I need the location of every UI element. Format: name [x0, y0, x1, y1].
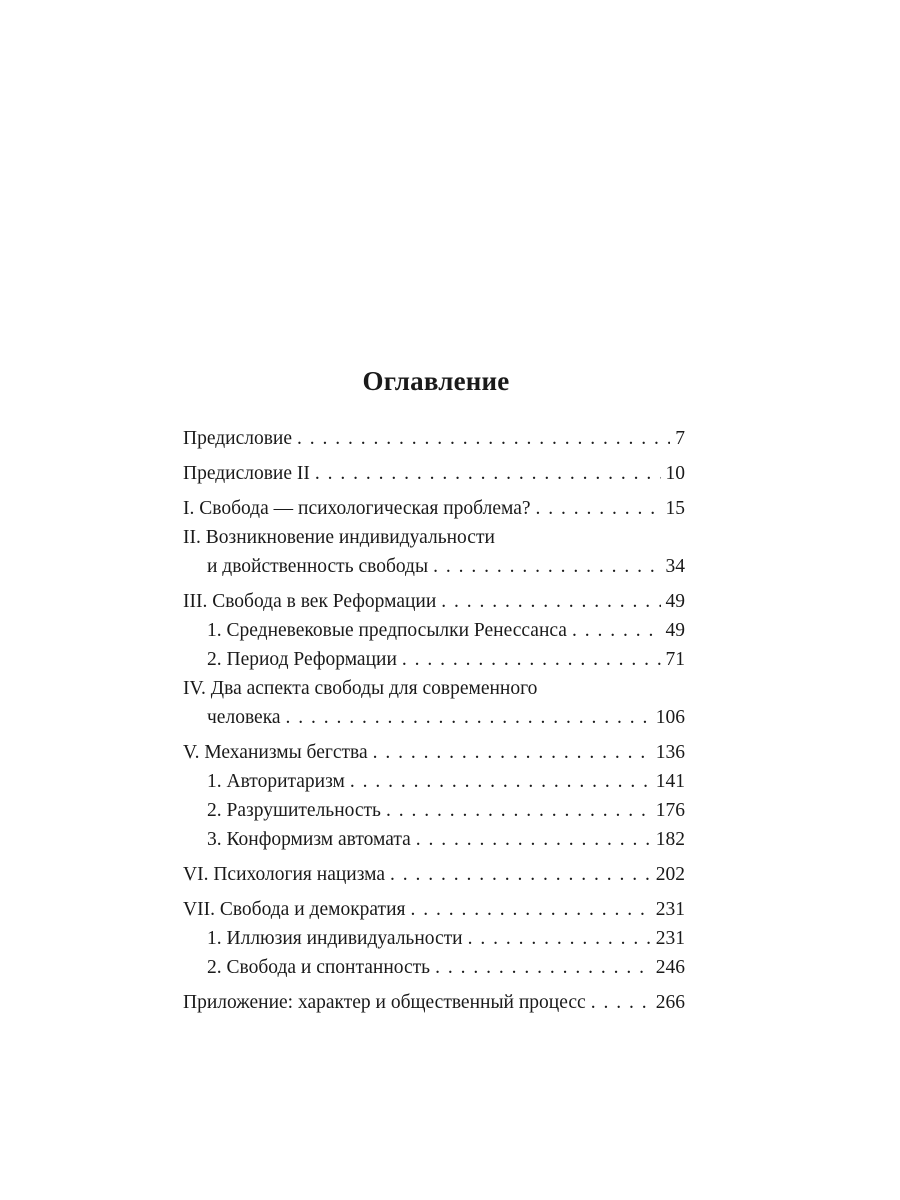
toc-entry-page: 7 — [675, 428, 685, 449]
toc-entry-preface — [183, 424, 685, 453]
toc-entry-page: 49 — [665, 591, 685, 612]
dot-leader — [468, 924, 651, 953]
toc-entry-label: 1. Иллюзия индивидуальности — [207, 928, 463, 949]
dot-leader — [572, 616, 661, 645]
dot-leader — [286, 703, 651, 732]
toc-entry-page: 176 — [655, 800, 685, 821]
toc-entry-chapter-5-3 — [183, 825, 685, 854]
dot-leader — [297, 424, 670, 453]
toc-entry-page: 246 — [655, 957, 685, 978]
toc-entry-label: 2. Свобода и спонтанность — [207, 957, 431, 978]
toc-entry-page: 182 — [655, 829, 685, 850]
table-of-contents — [183, 424, 685, 1017]
toc-entry-page: 71 — [665, 649, 685, 670]
toc-entry-preface-2 — [183, 459, 685, 488]
toc-entry-chapter-5 — [183, 738, 685, 767]
toc-entry-label: V. Механизмы бегства — [183, 742, 368, 763]
toc-entry-page: 136 — [655, 742, 685, 763]
toc-entry-page: 231 — [655, 899, 685, 920]
dot-leader — [435, 953, 651, 982]
toc-entry-chapter-6 — [183, 860, 685, 889]
toc-entry-chapter-4 — [183, 674, 685, 732]
toc-entry-chapter-7-1 — [183, 924, 685, 953]
toc-entry-chapter-2 — [183, 523, 685, 581]
toc-entry-chapter-3 — [183, 587, 685, 616]
toc-entry-appendix — [183, 988, 685, 1017]
toc-entry-chapter-3-1 — [183, 616, 685, 645]
toc-entry-page: 10 — [665, 463, 685, 484]
toc-entry-chapter-5-1 — [183, 767, 685, 796]
toc-entry-label: VII. Свобода и демократия — [183, 899, 406, 920]
toc-entry-label: 3. Конформизм автомата — [207, 829, 411, 850]
toc-entry-page: 231 — [655, 928, 685, 949]
toc-entry-page: 34 — [665, 556, 685, 577]
toc-entry-page: 49 — [665, 620, 685, 641]
toc-entry-label: 1. Средневековые предпосылки Ренессанса — [207, 620, 567, 641]
toc-entry-chapter-7 — [183, 895, 685, 924]
toc-entry-label: 2. Период Реформации — [207, 649, 397, 670]
dot-leader — [411, 895, 651, 924]
dot-leader — [591, 988, 651, 1017]
toc-entry-label: 1. Авторитаризм — [207, 771, 345, 792]
toc-entry-label-line1: II. Возникновение индивидуальности — [183, 527, 495, 548]
toc-entry-label: Предисловие — [183, 428, 293, 449]
dot-leader — [315, 459, 661, 488]
dot-leader — [441, 587, 660, 616]
dot-leader — [350, 767, 651, 796]
toc-entry-label: III. Свобода в век Реформации — [183, 591, 437, 612]
dot-leader — [433, 552, 660, 581]
toc-entry-label: человека — [207, 707, 281, 728]
toc-entry-label: 2. Разрушительность — [207, 800, 381, 821]
toc-entry-chapter-5-2 — [183, 796, 685, 825]
toc-entry-page: 202 — [655, 864, 685, 885]
toc-entry-chapter-3-2 — [183, 645, 685, 674]
dot-leader — [386, 796, 651, 825]
toc-entry-label-line1: IV. Два аспекта свободы для современного — [183, 678, 538, 699]
toc-entry-page: 141 — [655, 771, 685, 792]
dot-leader — [390, 860, 651, 889]
dot-leader — [402, 645, 661, 674]
dot-leader — [536, 494, 661, 523]
page-title: Оглавление — [362, 366, 510, 396]
toc-entry-chapter-7-2 — [183, 953, 685, 982]
dot-leader — [416, 825, 651, 854]
toc-entry-label: I. Свобода — психологическая проблема? — [183, 498, 531, 519]
toc-entry-chapter-1 — [183, 494, 685, 523]
toc-entry-page: 266 — [655, 992, 685, 1013]
toc-entry-label: Предисловие II — [183, 463, 310, 484]
toc-entry-label: и двойственность свободы — [207, 556, 429, 577]
toc-entry-label: Приложение: характер и общественный процесс — [183, 992, 586, 1013]
toc-entry-label: VI. Психология нацизма — [183, 864, 386, 885]
toc-entry-page: 15 — [665, 498, 685, 519]
dot-leader — [373, 738, 651, 767]
toc-entry-page: 106 — [655, 707, 685, 728]
